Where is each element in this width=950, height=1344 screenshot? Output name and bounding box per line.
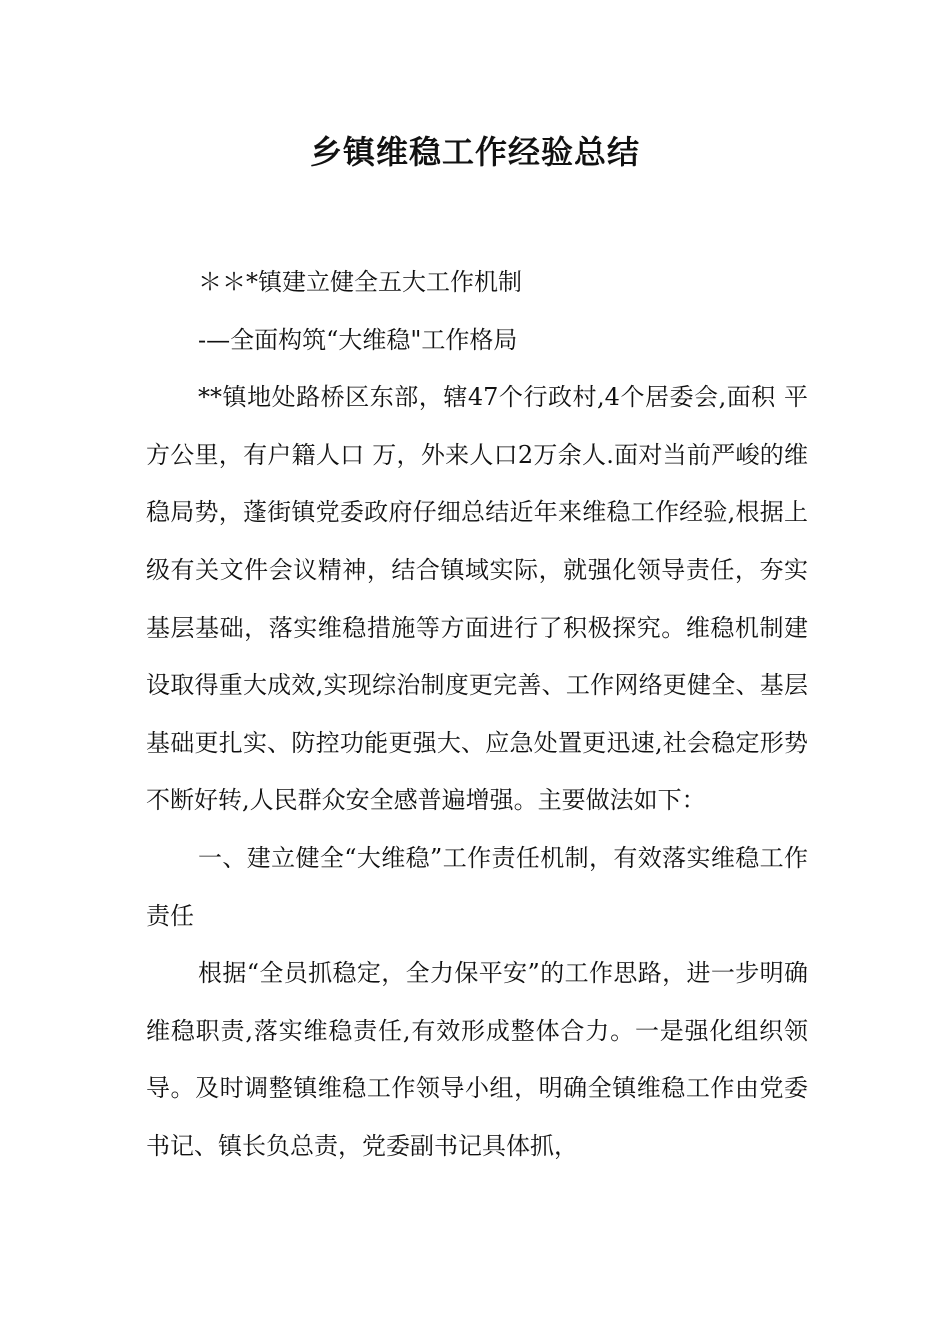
section-paragraph-1: 根据“全员抓稳定，全力保平安”的工作思路，进一步明确维稳职责,落实维稳责任,有效形成整体合力。一是强化组织领导。及时调整镇维稳工作领导小组，明确全镇维稳工作由党委书记、镇长负总责，党委副书记具体抓， [146, 959, 808, 1160]
document-body [146, 254, 808, 1176]
section-heading-1: 一、建立健全“大维稳”工作责任机制，有效落实维稳工作责任 [146, 843, 808, 930]
intro-paragraph: **镇地处路桥区东部，辖47个行政村,4个居委会,面积 平方公里，有户籍人口 万，外来人口2万余人.面对当前严峻的维稳局势，蓬街镇党委政府仔细总结近年来维稳工作经验,根据上级有关文件会议精神，结合镇域实际，就强化领导责任，夯实基层基础，落实维稳措施等方面进行了积极探究。维稳机制建设取得重大成效,实现综治制度更完善、工作网络更健全、基层基础更扎实、防控功能更强大、应急处置更迅速,社会稳定形势不断好转,人民群众安全感普遍增强。主要做法如下： [146, 383, 808, 815]
subtitle-line-2: -—全面构筑“大维稳"工作格局 [198, 325, 518, 354]
document-title: 乡镇维稳工作经验总结 [309, 133, 640, 171]
subtitle-line-1: ＊＊*镇建立健全五大工作机制 [198, 268, 522, 296]
